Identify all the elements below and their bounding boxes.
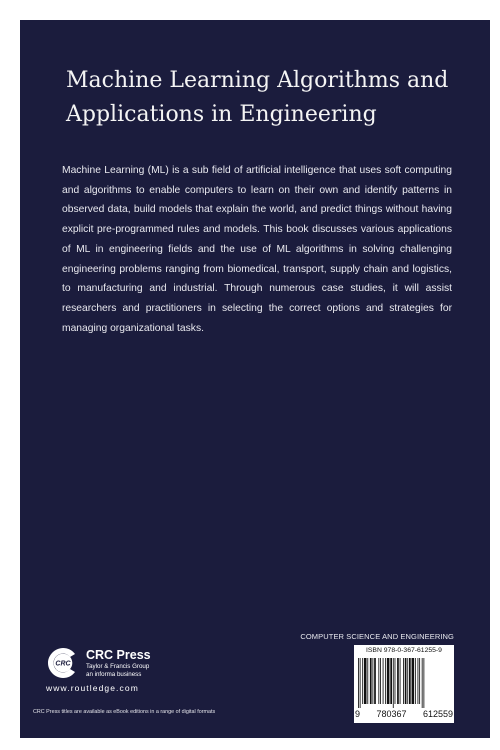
back-cover [20, 20, 490, 738]
barcode-bar [364, 658, 367, 704]
barcode-digits-left: 780367 [376, 709, 407, 719]
barcode-bar [383, 658, 384, 704]
crc-logo-text: CRC [55, 660, 71, 668]
barcode-bar [405, 658, 407, 704]
barcode-bar [412, 658, 415, 704]
barcode-bar [400, 658, 401, 704]
isbn-label: ISBN 978-0-367-61255-9 [366, 647, 442, 654]
book-title: Machine Learning Algorithms and Applications in Engineering [66, 68, 449, 127]
publisher-name: CRC Press [86, 648, 151, 662]
barcode-digits-right: 612559 [422, 709, 453, 719]
barcode-bar [380, 658, 381, 704]
publisher-group: Taylor & Francis Group [86, 663, 150, 670]
barcode-bar [419, 658, 420, 704]
crc-press-logo-icon [46, 646, 80, 680]
barcode-bar [390, 658, 392, 704]
barcode-bar [403, 658, 404, 704]
publisher-business: an informa business [86, 671, 142, 678]
barcode-bar [415, 658, 416, 704]
publisher-website: www.routledge.com [46, 683, 139, 693]
barcode-bar [407, 658, 408, 704]
barcode-bar [397, 658, 399, 704]
barcode-bar [362, 658, 363, 704]
barcode-bar [409, 658, 411, 704]
barcode-bar [358, 658, 359, 708]
barcode-number [355, 707, 453, 721]
barcode-panel [354, 645, 454, 723]
barcode-bar [418, 658, 419, 704]
book-description: Machine Learning (ML) is a sub field of artificial intelligence that uses soft computing and algorithms to enable computers to learn on their own and identify patterns in observed data, build models that explain the world, and predict things without having explicit pre-programmed rules and models. This book discusses various applications of ML in engineering fields and the use of ML algorithms in solving challenging engineering problems ranging from biomedical, transport, supply chain and logistics, to manufacturing and industrial. Through numerous case studies, it will assist researchers and practitioners in selecting the correct options and strategies for managing organizational tasks. [62, 165, 452, 334]
barcode-bar [367, 658, 368, 704]
barcode-bar [385, 658, 386, 704]
barcode-bar [372, 658, 373, 704]
ebook-footnote: CRC Press titles are available as eBook editions in a range of digital formats [33, 709, 216, 715]
barcode-bar [422, 658, 423, 708]
barcode-bar [387, 658, 390, 704]
barcode-bar [393, 658, 394, 708]
barcode-bar [395, 658, 396, 704]
barcode-bar [423, 658, 424, 708]
barcode-bar [374, 658, 376, 704]
subject-category: COMPUTER SCIENCE AND ENGINEERING [300, 632, 454, 641]
barcode-bar [370, 658, 372, 704]
barcode-digit-prefix: 9 [355, 709, 361, 719]
barcode-bars [358, 658, 450, 708]
publisher-block [86, 648, 151, 679]
barcode-bar [360, 658, 361, 708]
barcode-bar [378, 658, 379, 704]
